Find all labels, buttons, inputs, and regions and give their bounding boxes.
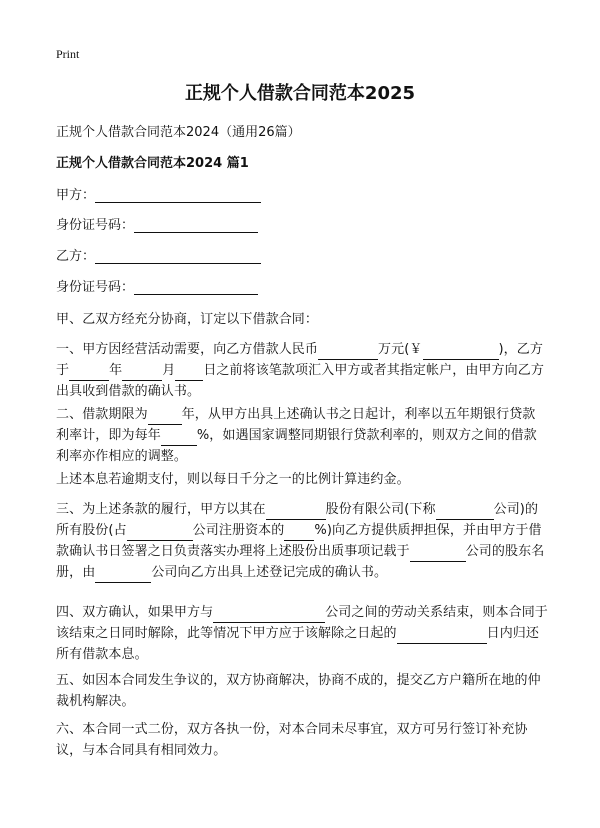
id-b-label: 身份证号码： (56, 280, 135, 295)
clause-3-text-e: %)向乙方提供质押担保，并由甲方于借款确认书日签署之日负责落实办理将上述股份出质事项记载于 (56, 523, 542, 559)
clause-4 (56, 602, 548, 665)
company-alias-blank (436, 505, 494, 520)
clause-1-text-a: 一、甲方因经营活动需要，向乙方借款人民币 (56, 342, 319, 357)
employer-blank (213, 608, 325, 623)
page-title: 正规个人借款合同范本2025 (184, 83, 416, 104)
party-a-label: 甲方： (56, 188, 96, 203)
share-blank (127, 526, 193, 541)
party-a-field (56, 184, 261, 203)
clause-3-text-c: 公司)的所有股份(占 (56, 502, 539, 538)
clause-3-text-d: 公司注册资本的 (192, 523, 285, 538)
id-b-blank (134, 280, 258, 295)
term-years-blank (148, 410, 182, 425)
party-a-blank (95, 188, 261, 203)
clause-2-text-a: 二、借款期限为 (56, 407, 148, 422)
company-blank-1 (266, 505, 326, 520)
clause-3-text-b: 股份有限公司(下称 (325, 502, 436, 517)
clause-3-text-a: 三、为上述条款的履行，甲方以其在 (56, 502, 266, 517)
print-link[interactable]: Print (56, 47, 80, 61)
clause-3-text-f: 公司的股东名册，由 (56, 544, 545, 580)
party-b-field (56, 245, 261, 264)
month-blank (122, 366, 162, 381)
clause-3 (56, 499, 548, 583)
company-blank-2 (410, 547, 466, 562)
clause-2 (56, 404, 548, 467)
clause-6: 六、本合同一式二份，双方各执一份，对本合同未尽事宜，双方可另行签订补充协议，与本合同具有相同效力。 (56, 722, 528, 758)
clause-1-text-f: 日之前将该笔款项汇入甲方或者其指定帐户，由甲方向乙方出具收到借款的确认书。 (56, 363, 544, 399)
clause-4-text-c: 日内归还所有借款本息。 (56, 626, 540, 662)
clause-4-text-b: 公司之间的劳动关系结束，则本合同于该结束之日同时解除，此等情况下甲方应于该解除之日起的 (56, 605, 548, 641)
clause-4-text-a: 四、双方确认，如果甲方与 (56, 605, 214, 620)
penalty-paragraph: 上述本息若逾期支付，则以每日千分之一的比例计算违约金。 (56, 472, 410, 487)
clause-1-text-e: 月 (162, 363, 176, 378)
interest-rate-blank (161, 431, 197, 446)
clause-1-text-b: 万元(￥ (378, 342, 423, 357)
party-b-label: 乙方： (56, 249, 96, 264)
share-percent-blank (284, 526, 314, 541)
company-blank-3 (95, 568, 151, 583)
clause-5: 五、如因本合同发生争议的，双方协商解决，协商不成的，提交乙方户籍所在地的仲裁机构解决。 (56, 673, 541, 709)
clause-3-text-g: 公司向乙方出具上述登记完成的确认书。 (151, 565, 388, 580)
year-blank (69, 366, 109, 381)
clause-2-text-b: 年，从甲方出具上述确认书之日起计，利率以五年期银行贷款利率计，即为每年 (56, 407, 536, 443)
id-a-blank (134, 218, 258, 233)
day-blank (175, 366, 203, 381)
repay-days-blank (397, 629, 487, 644)
clause-1-text-c: )，乙方于 (56, 342, 543, 378)
intro-paragraph: 甲、乙双方经充分协商，订定以下借款合同： (56, 312, 319, 327)
id-b-field (56, 276, 258, 295)
clause-1-text-d: 年 (109, 363, 123, 378)
document-subtitle: 正规个人借款合同范本2024（通用26篇） (56, 125, 301, 140)
clause-2-text-c: %，如遇国家调整同期银行贷款利率的，则双方之间的借款利率亦作相应的调整。 (56, 428, 537, 464)
clause-1 (56, 339, 548, 402)
section-heading: 正规个人借款合同范本2024 篇1 (56, 156, 249, 171)
id-a-label: 身份证号码： (56, 218, 135, 233)
amount-figure-blank (423, 345, 499, 360)
id-a-field (56, 214, 258, 233)
party-b-blank (95, 249, 261, 264)
amount-blank (318, 345, 378, 360)
